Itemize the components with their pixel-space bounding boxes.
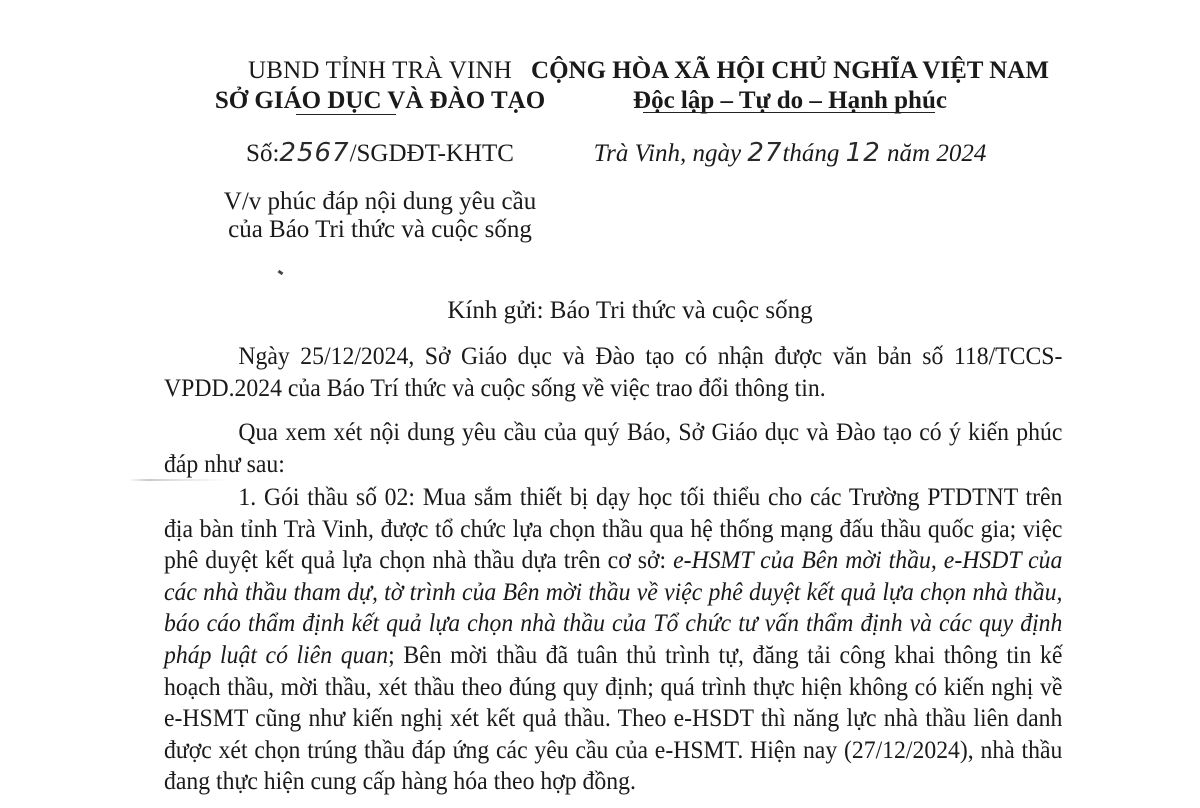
scan-artifact (278, 270, 284, 275)
paragraph-3-intro: 1. Gói thầu số 02: Mua sắm thiết bị dạy học tối thiểu cho các Trường PTDTNT trên địa bàn tỉnh Trà Vinh, được tổ chức lựa chọn thầu qua hệ thống mạng đấu thầu quốc gia; việc phê duyệt kết quả lựa chọn nhà thầu dựa trên cơ sở: (164, 482, 1063, 575)
national-title-block (520, 56, 1060, 116)
year-text: năm 2024 (880, 140, 987, 167)
day-handwritten: 27 (747, 138, 783, 168)
place-and-date (520, 138, 1060, 169)
subject-line-1: V/v phúc đáp nội dung yêu cầu (223, 188, 537, 215)
national-motto: Độc lập – Tự do – Hạnh phúc (633, 87, 947, 114)
agency-underline (296, 114, 396, 115)
body-paragraph-2: Qua xem xét nội dung yêu cầu của quý Báo, Sở Giáo dục và Đào tạo có ý kiến phúc đáp như sau: (164, 417, 1063, 478)
subject-line-2: của Báo Tri thức và cuộc sống (228, 216, 532, 243)
month-handwritten: 12 (845, 138, 881, 168)
organization-name: SỞ GIÁO DỤC VÀ ĐÀO TẠO (214, 87, 546, 114)
parent-organization: UBND TỈNH TRÀ VINH (247, 57, 513, 84)
paragraph-3-rest: ; Bên mời thầu đã tuân thủ trình tự, đăng tải công khai thông tin kế hoạch thầu, mời thầu, xét thầu theo đúng quy định; quá trình thực hiện không có kiến nghị về e-HSMT cũng như kiến nghị xét kết quả thầu. Theo e-HSDT thì năng lực nhà thầu liên danh được xét chọn trúng thầu đáp ứng các yêu cầu của e-HSMT. Hiện nay (27/12/2024), nhà thầu đang thực hiện cung cấp hàng hóa theo hợp đồng. (164, 639, 1063, 796)
doc-number-handwritten: 2567 (279, 138, 350, 168)
country-name: CỘNG HÒA XÃ HỘI CHỦ NGHĨA VIỆT NAM (531, 57, 1049, 84)
body-paragraph-1: Ngày 25/12/2024, Sở Giáo dục và Đào tạo có nhận được văn bản số 118/TCCS-VPDD.2024 của Báo Trí thức và cuộc sống về việc trao đổi thông tin. (164, 341, 1063, 402)
doc-number-suffix: /SGDĐT-KHTC (349, 140, 514, 167)
motto-underline (643, 112, 935, 113)
subject-line (180, 188, 580, 244)
paragraph-3-italic: e-HSMT của Bên mời thầu, e-HSDT của các nhà thầu tham dự, tờ trình của Bên mời thầu về việc phê duyệt kết quả lựa chọn nhà thầu, báo cáo thẩm định kết quả lựa chọn nhà thầu của Tổ chức tư vấn thẩm định và các quy định pháp luật có liên quan (164, 545, 1063, 669)
recipient-line: Kính gửi: Báo Tri thức và cuộc sống (447, 297, 813, 324)
place-prefix: Trà Vinh, ngày (593, 140, 748, 167)
body-paragraph-3 (164, 481, 1062, 797)
doc-number-prefix: Số: (246, 140, 280, 167)
month-label: tháng (782, 140, 846, 167)
